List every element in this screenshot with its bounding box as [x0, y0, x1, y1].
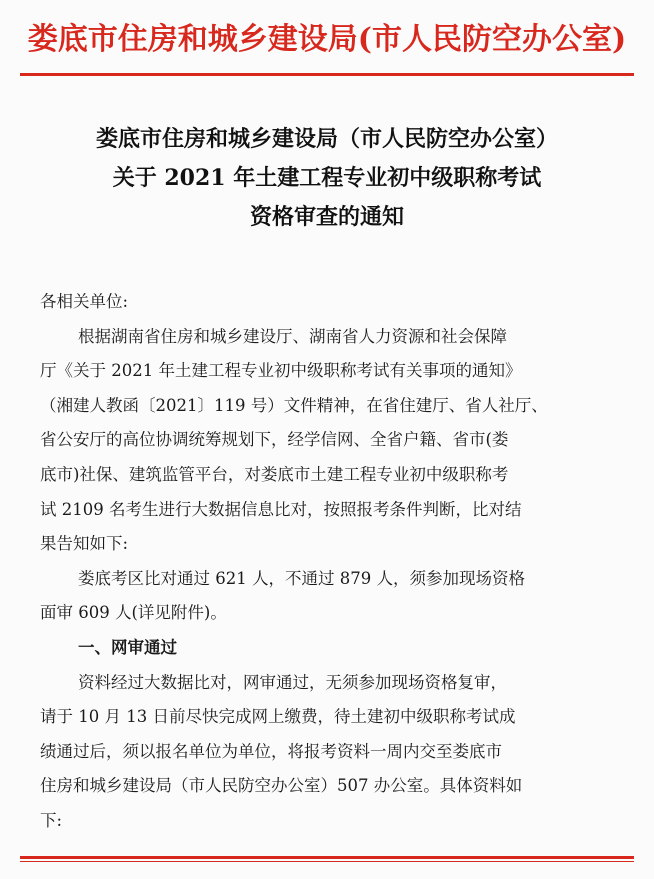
paragraph-line: 试 2109 名考生进行大数据信息比对，按照报考条件判断，比对结: [40, 499, 522, 519]
footer-red-rule-thick: [20, 856, 634, 859]
paragraph-line: 住房和城乡建设局（市人民防空办公室）507 办公室。具体资料如: [40, 776, 523, 796]
footer-red-rule-thin: [20, 861, 634, 862]
paragraph-line: 果告知如下:: [40, 534, 129, 554]
document-masthead: 娄底市住房和城乡建设局(市人民防空办公室): [27, 22, 627, 57]
paragraph-line: 请于 10 月 13 日前尽快完成网上缴费，待土建初中级职称考试成: [40, 707, 516, 727]
section-heading-1: 一、网审通过: [78, 637, 177, 657]
paragraph-line: 娄底考区比对通过 621 人，不通过 879 人，须参加现场资格: [78, 568, 525, 588]
paragraph-2: [40, 562, 614, 631]
notice-title-line-1: 娄底市住房和城乡建设局（市人民防空办公室）: [95, 126, 558, 152]
paragraph-line: 底市)社保、建筑监管平台，对娄底市土建工程专业初中级职称考: [40, 464, 509, 484]
paragraph-line: 省公安厅的高位协调统筹规划下，经学信网、全省户籍、省市(娄: [40, 430, 509, 450]
notice-title-line-3: 资格审查的通知: [249, 204, 404, 230]
paragraph-line: （湘建人教函〔2021〕119 号）文件精神，在省住建厅、省人社厅、: [40, 395, 548, 415]
paragraph-line: 下:: [40, 810, 63, 830]
paragraph-line: 根据湖南省住房和城乡建设厅、湖南省人力资源和社会保障: [78, 326, 507, 346]
paragraph-3: [40, 666, 614, 839]
notice-body: [40, 285, 614, 839]
paragraph-1: [40, 320, 614, 562]
masthead-red-rule: [20, 73, 634, 76]
salutation: 各相关单位:: [40, 292, 129, 311]
paragraph-line: 面审 609 人(详见附件)。: [40, 603, 227, 623]
notice-title-line-2: 关于 2021 年土建工程专业初中级职称考试: [112, 165, 542, 191]
paragraph-line: 资料经过大数据比对，网审通过，无须参加现场资格复审，: [78, 672, 507, 692]
paragraph-line: 厅《关于 2021 年土建工程专业初中级职称考试有关事项的通知》: [40, 361, 522, 381]
paragraph-line: 绩通过后，须以报名单位为单位，将报考资料一周内交至娄底市: [40, 741, 502, 761]
